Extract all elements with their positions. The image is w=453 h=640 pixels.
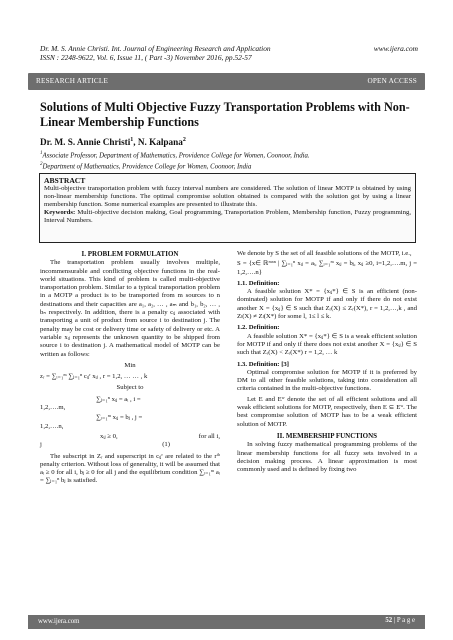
abstract-box — [39, 173, 416, 243]
paragraph-intro: The transportation problem usually involves multiple, incommensurable and conflicting objective functions in the real-world situations. This kind of problem is called multi-objective transportation problem. Similar to a typical transportation problem in a MOTP a product is to be transported from m sources to n destinations and their capacities are a₁, a₂, … , aₘ and b₁, b₂, … , bₙ respectively. In addition, there is a penalty cᵢⱼ associated with transporting a unit of product from source i to destination j. The penalty may be cost or delivery time or safety of delivery or etc. A variable xᵢⱼ represents the unknown quantity to be shipped from source i to destination j. A mathematical model of MOTP can be written as follows: — [40, 259, 220, 358]
citation-line-1: Dr. M. S. Annie Christi. Int. Journal of Engineering Research and Application — [40, 44, 271, 53]
running-header — [40, 44, 418, 62]
nonneg-j: j — [40, 441, 42, 449]
journal-site[interactable]: www.ijera.com — [373, 44, 418, 53]
nonneg-for-all: for all i, — [198, 432, 220, 440]
paragraph-feasible-set: We denote by S the set of all feasible solutions of the MOTP, i.e., — [237, 250, 412, 257]
author-2-sup: 2 — [182, 137, 186, 143]
section-2-heading: II. MEMBERSHIP FUNCTIONS — [276, 431, 378, 440]
affiliation-2-sup: 2 — [40, 161, 43, 167]
footer-site[interactable]: www.ijera.com — [38, 618, 80, 625]
nonneg-expr: xᵢⱼ ≥ 0, — [100, 432, 118, 440]
affiliation-2: Department of Mathematics, Providence College for Women, Coonoor, India — [42, 163, 252, 171]
min-label: Min — [124, 361, 136, 369]
affiliation-1-sup: 1 — [40, 151, 43, 156]
affiliation-1: Associate Professor, Department of Mathematics, Providence College for Women, Coonoor, India. — [42, 152, 310, 160]
equation-number: (1) — [162, 441, 170, 449]
definition-1-heading: 1.1. Definition: — [237, 279, 280, 287]
keywords-label: Keywords: — [44, 209, 76, 217]
article-type-banner — [28, 73, 425, 90]
objective-equation: zᵣ = ∑ᵢ₌₁ᵐ ∑ⱼ₌₁ⁿ cᵢⱼʳ xᵢⱼ , r = 1,2, … … , k — [40, 373, 148, 381]
page-suffix: | P a g e — [392, 617, 415, 624]
left-column — [40, 250, 220, 488]
paper-title: Solutions of Multi Objective Fuzzy Transportation Problems with Non-Linear Membership Functions — [40, 100, 410, 129]
research-article-label: RESEARCH ARTICLE — [36, 77, 109, 85]
constraint-nonneg — [40, 433, 220, 441]
definition-2-heading: 1.2. Definition: — [237, 324, 280, 332]
constraint-demand: ∑ᵢ₌₁ᵐ xᵢⱼ = bⱼ , j = — [96, 414, 143, 422]
abstract-text: Multi-objective transportation problem with fuzzy interval numbers are considered. The solution of linear MOTP is obtained by using non-linear membership functions. The optimal compromise solution obtained is compared with the solution got by using a linear membership function. Some numerical examples are presented to illustrate this. — [44, 185, 411, 209]
definition-3-text: Optimal compromise solution for MOTP if it is preferred by DM to all other feasible solutions, taking into consideration all criteria contained in the multi-objective functions. — [237, 368, 417, 393]
abstract-heading: ABSTRACT — [44, 176, 86, 185]
constraint-supply: ∑ⱼ₌₁ⁿ xᵢⱼ = aᵢ , i = — [96, 395, 141, 403]
author-1: Dr. M. S. Annie Christi — [40, 137, 131, 148]
author-1-sup: 1 — [130, 137, 134, 143]
constraint-demand-range: 1,2,….n, — [40, 422, 64, 430]
author-line — [40, 137, 186, 147]
citation-line-2: ISSN : 2248-9622, Vol. 6, Issue 11, ( Part -3) November 2016, pp.52-57 — [40, 53, 252, 62]
keywords-line — [44, 209, 411, 225]
open-access-label: OPEN ACCESS — [367, 77, 417, 85]
definition-1-text: A feasible solution X* = {xᵢⱼ*} ∈ S is an efficient (non-dominated) solution for MOTP if and only if there do not exist another X = {xᵢⱼ} ∈ S such that Zᵣ(X) ≤ Zᵣ(X*), r = 1,2,…,k , and Zₗ(X) ≠ Zₗ(X*) for some l, 1≤ l ≤ k. — [237, 288, 417, 321]
page-footer — [28, 615, 425, 629]
keywords-text: Multi-objective decision making, Goal programming, Transportation Problem, Membership function, Fuzzy programming, Interval Numbers. — [44, 209, 411, 225]
definition-3-heading: 1.3. Definition: [3] — [237, 360, 290, 368]
constraint-nonneg-tail — [40, 441, 220, 449]
section-1-heading: I. PROBLEM FORMULATION — [81, 250, 179, 258]
page-number-value: 52 — [385, 617, 393, 624]
definition-2-text: A feasible solution X* = {xᵢⱼ*} ∈ S is a weak efficient solution for MOTP if and only if there does not exist another X = {xᵢⱼ} ∈ S such that Zᵣ(X) < Zᵣ(X*) r = 1,2, … k — [237, 332, 417, 357]
feasible-set-definition: S = {x∈ ℝᵐˣⁿ | ∑ⱼ₌₁ⁿ xᵢⱼ = aᵢ, ∑ᵢ₌₁ᵐ xᵢⱼ = bⱼ, xᵢⱼ ≥0, i=1,2,….m, j = 1,2,….n} — [237, 260, 417, 276]
page-number — [385, 617, 415, 624]
subject-to-label: Subject to — [116, 384, 144, 392]
paragraph-efficient-sets: Let E and Eʷ denote the set of all efficient solutions and all weak efficient solutions for MOTP, respectively, then E ⊆ Eʷ. The best compromise solution of MOTP has to be a weak efficient solution of MOTP. — [237, 395, 417, 428]
affiliations — [40, 150, 420, 172]
constraint-supply-range: 1,2,….m, — [40, 404, 66, 412]
paragraph-membership: In solving fuzzy mathematical programming problems of the linear membership functions for all fuzzy sets involved in a decision making process. A linear approximation is most commonly used and is defined by fixing two — [237, 441, 417, 474]
paragraph-subscript: The subscript in Zᵣ and superscript in cᵢⱼʳ are related to the rᵗʰ penalty criterion. Without loss of generality, it will be assumed that aᵢ ≥ 0 for all i, bⱼ ≥ 0 for all j and the equilibrium condition ∑ᵢ₌₁ᵐ aᵢ = ∑ⱼ₌₁ⁿ bⱼ is satisfied. — [40, 452, 220, 485]
right-column — [237, 250, 417, 476]
author-2: , N. Kalpana — [133, 137, 183, 148]
